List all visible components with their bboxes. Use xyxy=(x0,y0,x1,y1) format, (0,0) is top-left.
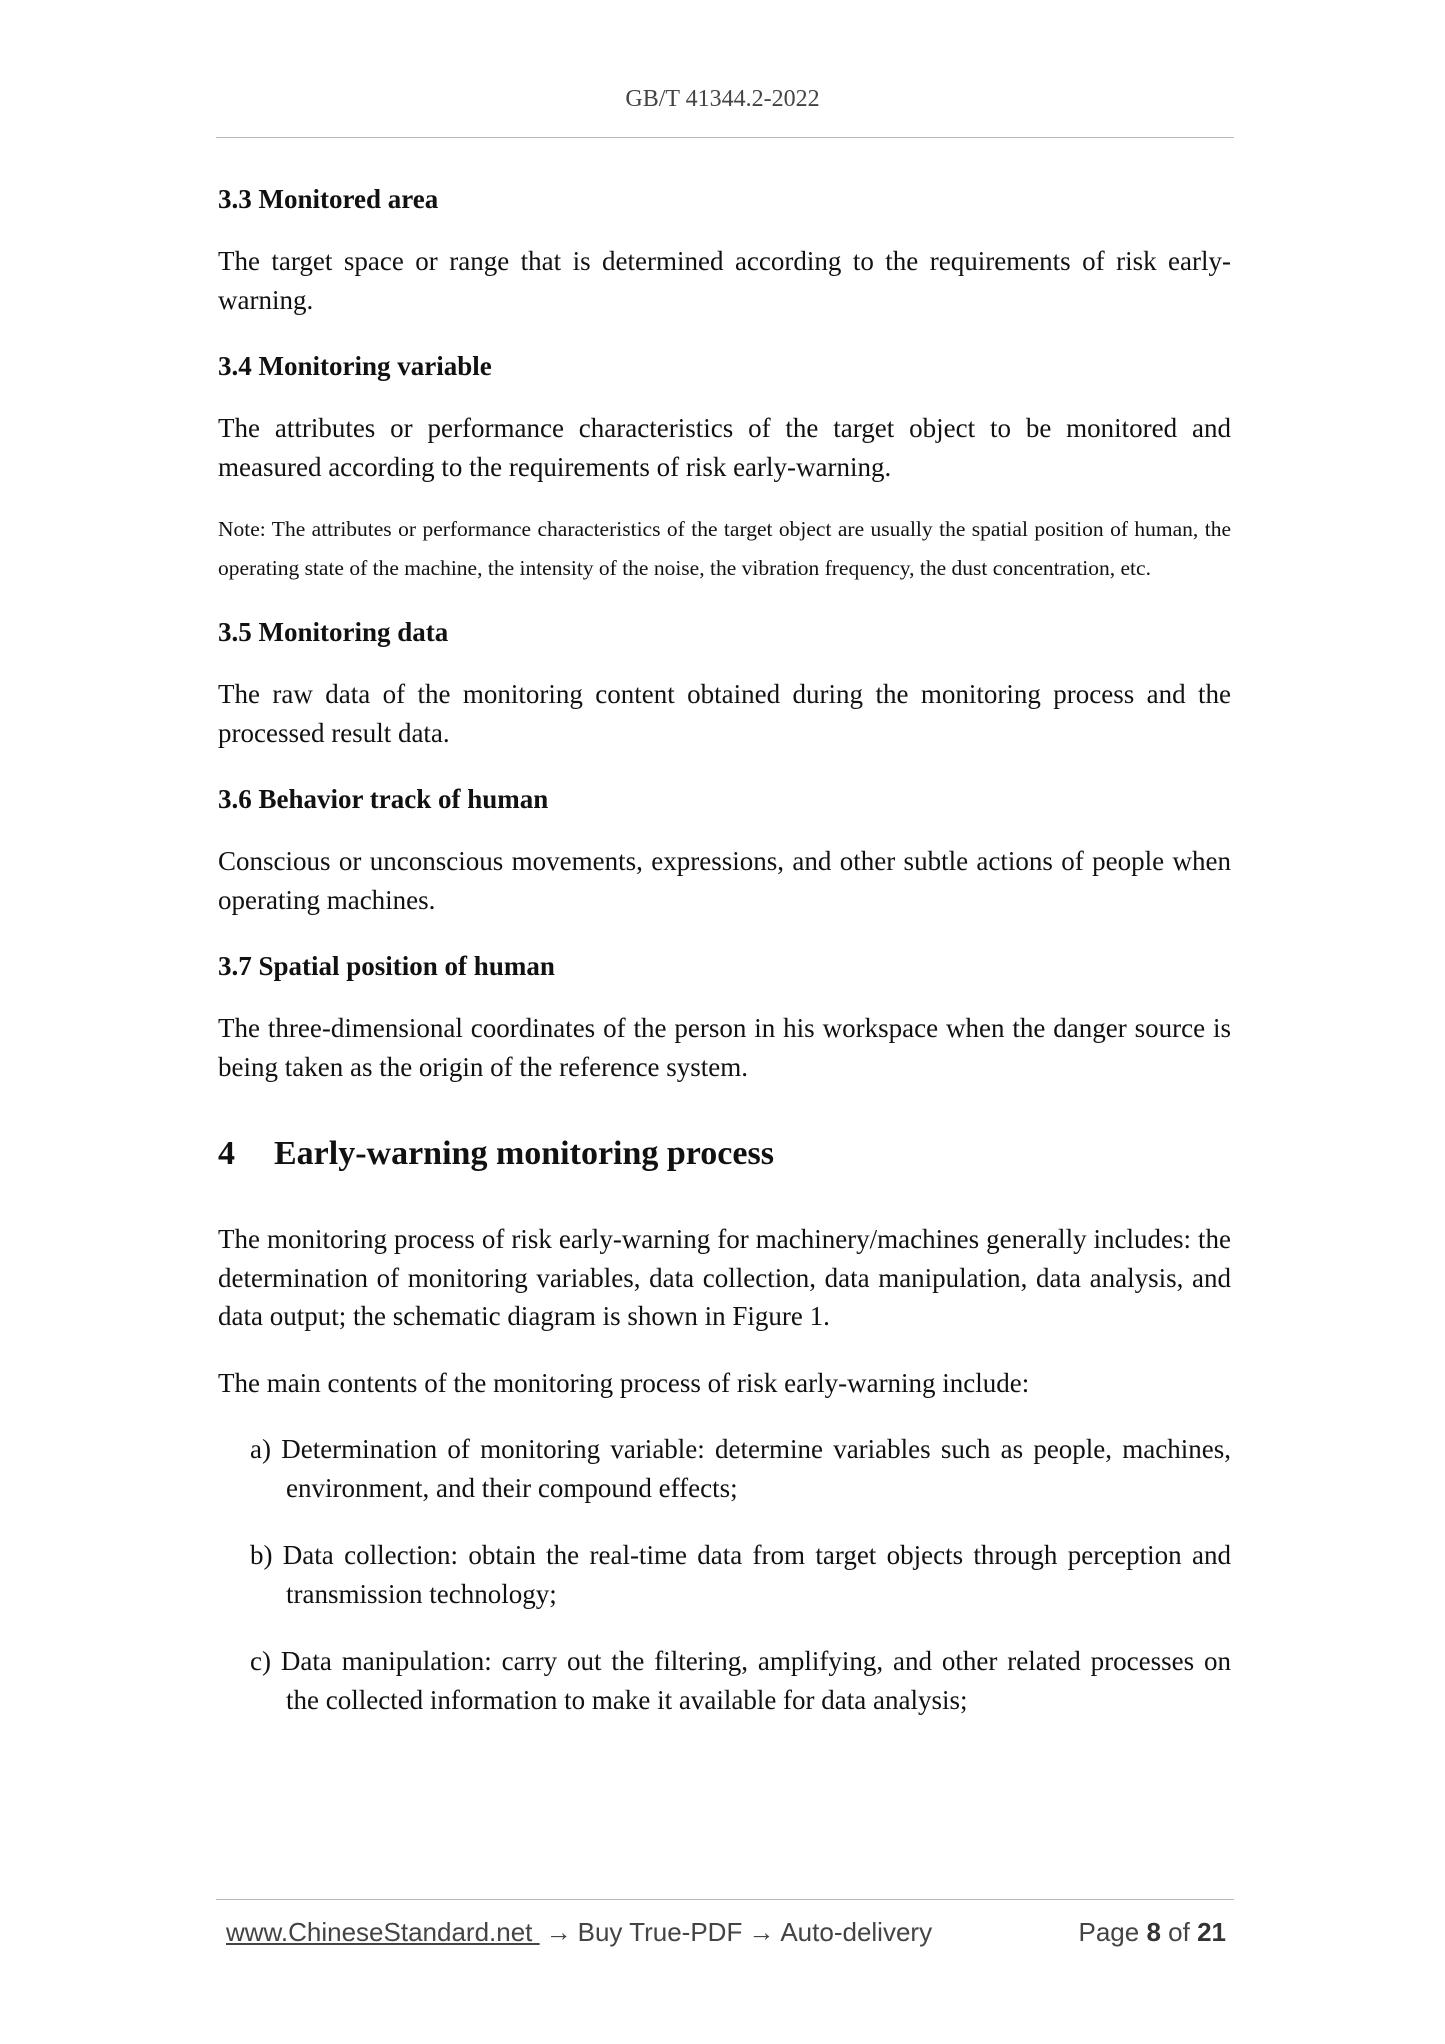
section-3-4-text: The attributes or performance characteristics of the target object to be monitored and measured according to the requirements of risk early-warning. xyxy=(218,413,1231,482)
list-item-a: a) Determination of monitoring variable: determine variables such as people, machines, environment, and their compound effects; xyxy=(250,1434,1231,1503)
section-4-heading xyxy=(218,1132,1231,1176)
section-3-3-heading: 3.3 Monitored area xyxy=(218,184,439,214)
section-3-4-note: Note: The attributes or performance characteristics of the target object are usually the spatial position of human, the operating state of the machine, the intensity of the noise, the vibration frequency, the dust concentration, etc. xyxy=(218,517,1231,580)
header-divider xyxy=(216,137,1234,138)
section-3-7-text: The three-dimensional coordinates of the person in his workspace when the danger source is being taken as the origin of the reference system. xyxy=(218,1013,1231,1082)
section-4-paragraph-2: The main contents of the monitoring process of risk early-warning include: xyxy=(218,1367,1030,1398)
arrow-right-icon: → xyxy=(545,1917,572,1947)
section-4-paragraph-1: The monitoring process of risk early-warning for machinery/machines generally includes: the determination of monitoring variables, data collection, data manipulation, data analysis, and data output; the schematic diagram is shown in Figure 1. xyxy=(218,1224,1231,1331)
page-total: 21 xyxy=(1197,1917,1226,1947)
page-indicator xyxy=(1078,1912,1226,1952)
section-3-7-heading: 3.7 Spatial position of human xyxy=(218,951,555,981)
auto-delivery-text: Auto-delivery xyxy=(780,1917,933,1947)
section-3-4-heading: 3.4 Monitoring variable xyxy=(218,351,492,381)
section-4-number: 4 xyxy=(218,1135,235,1172)
section-3-6-heading: 3.6 Behavior track of human xyxy=(218,784,549,814)
document-header: GB/T 41344.2-2022 xyxy=(625,86,820,112)
buy-pdf-text: Buy True-PDF xyxy=(577,1917,743,1947)
page-label: Page xyxy=(1078,1917,1140,1947)
section-4-title: Early-warning monitoring process xyxy=(274,1135,774,1172)
page-content xyxy=(218,180,1231,1748)
section-3-5-heading: 3.5 Monitoring data xyxy=(218,617,449,647)
page-current: 8 xyxy=(1146,1917,1161,1947)
arrow-right-icon: → xyxy=(748,1917,775,1947)
footer-divider xyxy=(216,1899,1234,1900)
page-of: of xyxy=(1168,1917,1190,1947)
page-footer xyxy=(226,1912,1226,1952)
website-link[interactable]: www.ChineseStandard.net xyxy=(226,1917,540,1947)
section-3-6-text: Conscious or unconscious movements, expressions, and other subtle actions of people when operating machines. xyxy=(218,846,1231,915)
list-item-c: c) Data manipulation: carry out the filtering, amplifying, and other related processes on the collected information to make it available for data analysis; xyxy=(250,1646,1231,1715)
list-item-b: b) Data collection: obtain the real-time data from target objects through perception and transmission technology; xyxy=(250,1540,1231,1609)
section-3-5-text: The raw data of the monitoring content obtained during the monitoring process and the processed result data. xyxy=(218,679,1231,748)
section-3-3-text: The target space or range that is determined according to the requirements of risk early-warning. xyxy=(218,246,1231,315)
